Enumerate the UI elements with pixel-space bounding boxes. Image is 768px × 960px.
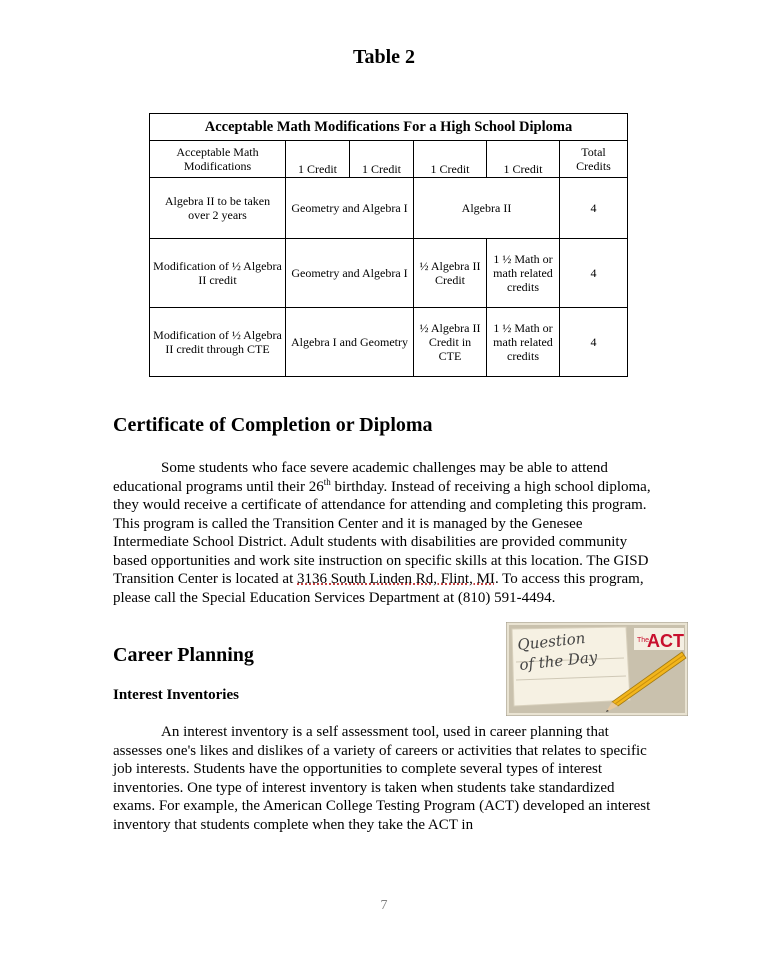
column-header: 1 Credit xyxy=(350,141,414,178)
table-cell: ½ Algebra II Credit xyxy=(414,239,487,308)
table-row xyxy=(150,178,628,239)
act-question-of-the-day-image xyxy=(506,622,688,716)
math-modifications-table xyxy=(149,113,628,377)
table-cell: 4 xyxy=(560,239,628,308)
act-logo: ACT xyxy=(647,631,684,651)
table-row xyxy=(150,308,628,377)
address-text: 3136 South Linden Rd, Flint, MI xyxy=(297,571,495,587)
paragraph-text: Some students who face severe academic challenges may be able to attend educational programs until their 26 xyxy=(113,460,608,495)
table-cell: Algebra II to be taken over 2 years xyxy=(150,178,286,239)
paragraph-text: . To access this program, please call the Special Education Services Department at (810) 591-4494. xyxy=(113,571,644,606)
table-cell: 4 xyxy=(560,308,628,377)
section-heading-certificate: Certificate of Completion or Diploma xyxy=(113,414,433,436)
handwritten-question: Question xyxy=(516,628,587,654)
ordinal-suffix: th xyxy=(323,476,331,487)
column-header: 1 Credit xyxy=(414,141,487,178)
section-heading-career-planning: Career Planning xyxy=(113,644,254,666)
table-cell: Geometry and Algebra I xyxy=(286,178,414,239)
table-cell: Modification of ½ Algebra II credit through CTE xyxy=(150,308,286,377)
table-title: Table 2 xyxy=(352,46,416,68)
table-caption: Acceptable Math Modifications For a High School Diploma xyxy=(150,114,628,141)
table-cell: 1 ½ Math or math related credits xyxy=(487,308,560,377)
table-cell: ½ Algebra II Credit in CTE xyxy=(414,308,487,377)
paragraph-text: birthday. Instead of receiving a high school diploma, they would receive a certificate of attendance for attending and completing this program. This program is called the Transition Center and it is managed by the Genesee Intermediate School District. Adult students with disabilities are provided community based opportunities and work site instruction on specific skills at this location. The GISD Transition Center is located at xyxy=(113,478,651,587)
act-logo-prefix: The xyxy=(637,637,650,644)
table-cell: Algebra II xyxy=(414,178,560,239)
page-number: 7 xyxy=(380,898,388,913)
table-cell: Algebra I and Geometry xyxy=(286,308,414,377)
table-cell: 4 xyxy=(560,178,628,239)
column-header: 1 Credit xyxy=(286,141,350,178)
table-cell: 1 ½ Math or math related credits xyxy=(487,239,560,308)
table-cell: Geometry and Algebra I xyxy=(286,239,414,308)
subheading-interest-inventories: Interest Inventories xyxy=(113,687,239,703)
column-header: Total Credits xyxy=(560,141,628,178)
handwritten-of-the-day: of the Day xyxy=(518,647,599,674)
table-row xyxy=(150,239,628,308)
table-cell: Modification of ½ Algebra II credit xyxy=(150,239,286,308)
act-card-graphic xyxy=(506,622,688,716)
certificate-paragraph xyxy=(113,459,653,607)
interest-inventory-paragraph: An interest inventory is a self assessment tool, used in career planning that assesses one's likes and dislikes of a variety of careers or activities that relates to specific job interests. Students have the opportunities to complete several types of interest inventories. One type of interest inventory is taken when students take standardized exams. For example, the American College Testing Program (ACT) developed an interest inventory that students complete when they take the ACT in xyxy=(113,724,651,833)
column-header: 1 Credit xyxy=(487,141,560,178)
column-header: Acceptable Math Modifications xyxy=(150,141,286,178)
table-header-row xyxy=(150,141,628,178)
